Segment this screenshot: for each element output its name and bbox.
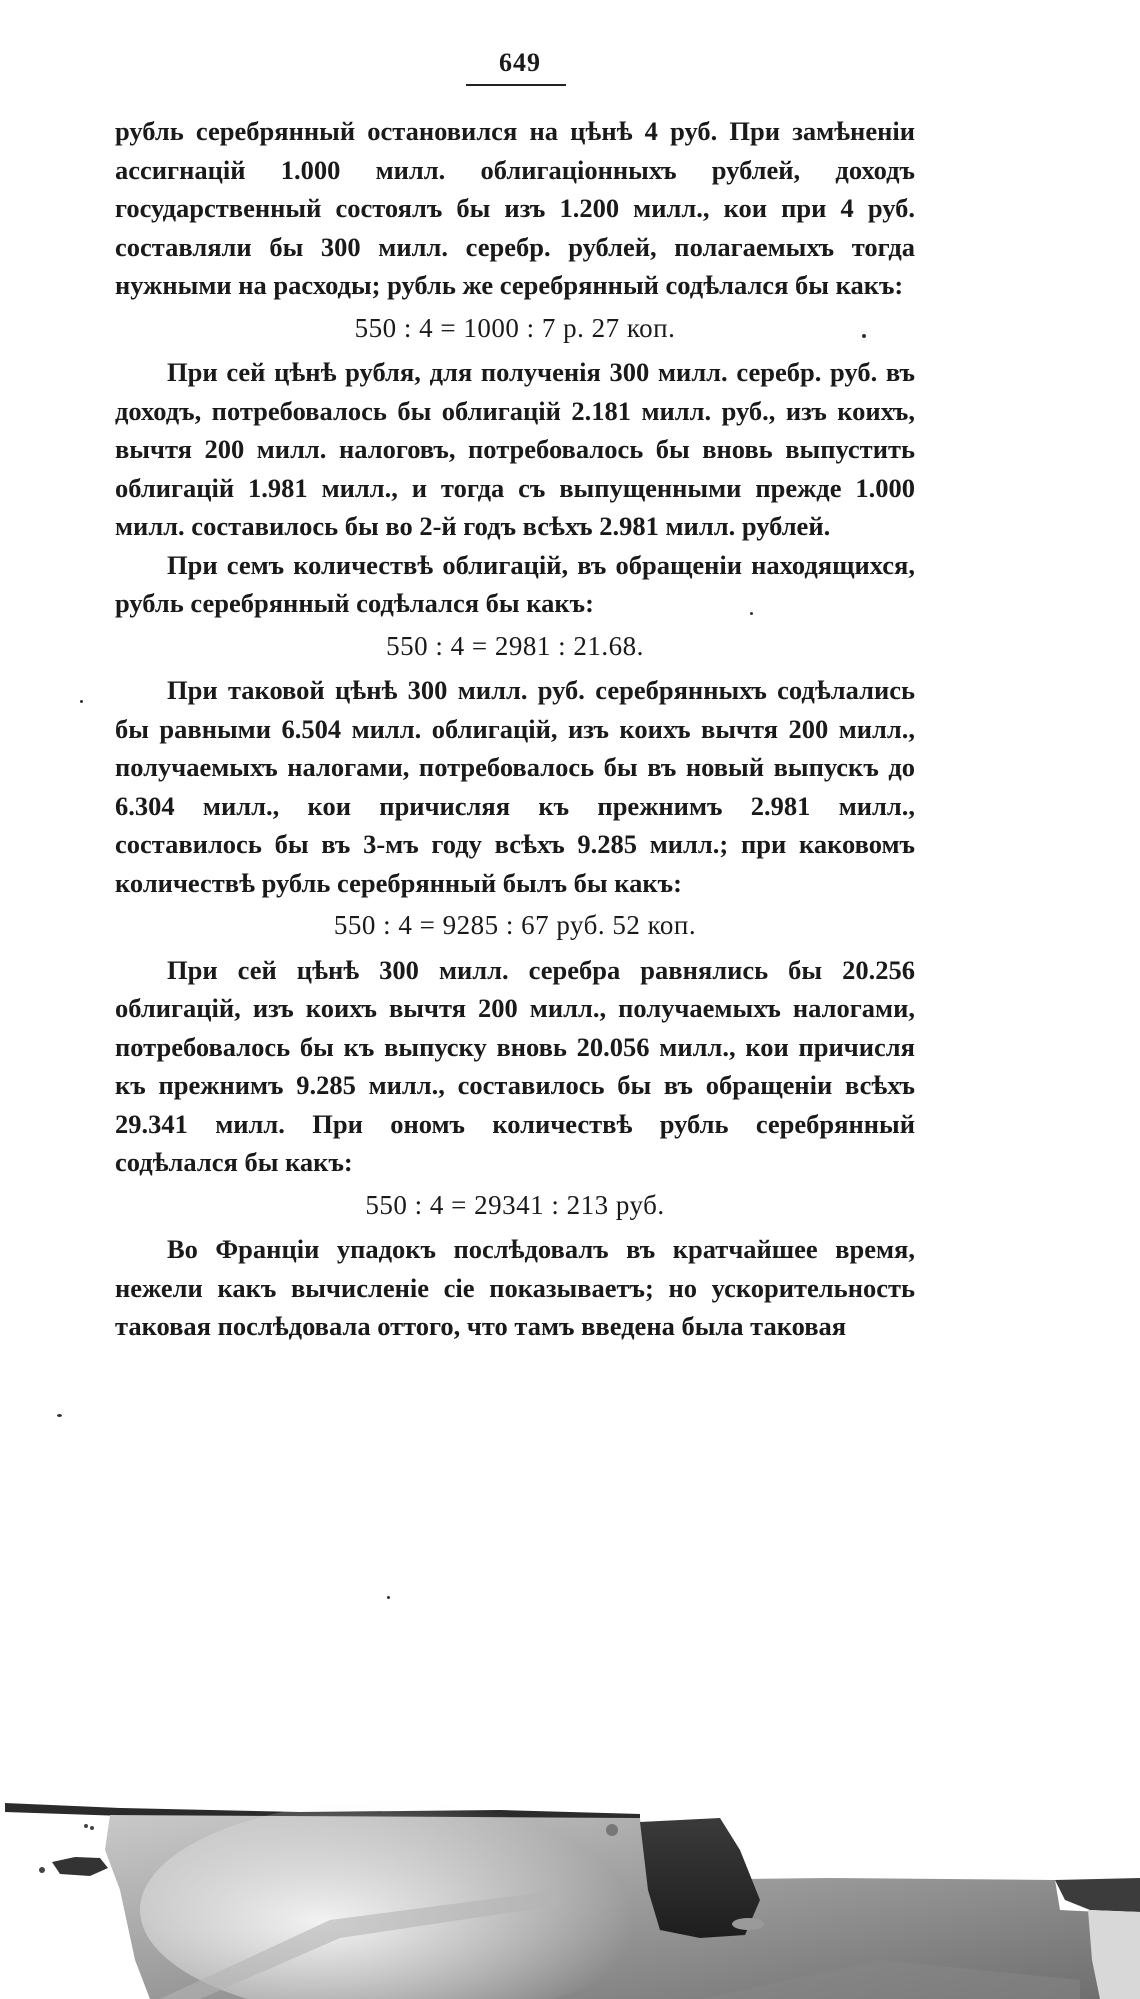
scan-speck <box>80 700 83 703</box>
formula-1: 550 : 4 = 1000 : 7 р. 27 коп. <box>354 312 676 343</box>
paragraph-6: Во Франціи упадокъ послѣдовалъ въ кратчайшее время, нежели какъ вычисленіе сіе показываетъ; но ускорительность таковая послѣдовала оттого, что тамъ введена была таковая <box>115 1234 915 1341</box>
page-number-rule <box>466 84 566 86</box>
formula-4: 550 : 4 = 29341 : 213 руб. <box>365 1189 665 1220</box>
paragraph-3: При семъ количествѣ облигацій, въ обращеніи находящихся, рубль серебрянный содѣлался бы какъ: <box>115 549 915 618</box>
scan-speck <box>750 612 753 615</box>
scan-speck <box>862 334 866 338</box>
page-number: 649 <box>499 48 541 77</box>
smudge-graphic <box>0 1560 1140 1999</box>
formula-2: 550 : 4 = 2981 : 21.68. <box>386 630 644 661</box>
formula-3: 550 : 4 = 9285 : 67 руб. 52 коп. <box>333 910 697 940</box>
scan-smudge <box>0 1560 1140 1999</box>
scan-speck <box>57 1414 62 1417</box>
paragraph-4: При таковой цѣнѣ 300 милл. руб. серебрянныхъ содѣлались бы равными 6.504 милл. облигацій, изъ коихъ вычтя 200 милл., получаемыхъ налогами, потребовалось бы въ новый выпускъ до 6.304 милл., кои причисляя къ прежнимъ 2.981 милл., составилось бы въ 3-мъ году всѣхъ 9.285 милл.; при каковомъ количествѣ рубль серебрянный былъ бы какъ: <box>115 675 915 898</box>
paragraph-2: При сей цѣнѣ рубля, для полученія 300 милл. серебр. руб. въ доходъ, потребовалось бы облигацій 2.181 милл. руб., изъ коихъ, вычтя 200 милл. налоговъ, потребовалось бы вновь выпустить облигацій 1.981 милл., и тогда съ выпущенными прежде 1.000 милл. составилось бы во 2-й годъ всѣхъ 2.981 милл. рублей. <box>115 357 915 541</box>
body-text <box>115 112 915 1346</box>
paragraph-1: рубль серебрянный остановился на цѣнѣ 4 руб. При замѣненіи ассигнацій 1.000 милл. облигаціонныхъ рублей, доходъ государственный состоялъ бы изъ 1.200 милл., кои при 4 руб. составляли бы 300 милл. серебр. рублей, полагаемыхъ тогда нужными на расходы; рубль же серебрянный содѣлался бы какъ: <box>115 116 915 300</box>
paragraph-5: При сей цѣнѣ 300 милл. серебра равнялись бы 20.256 облигацій, изъ коихъ вычтя 200 милл., получаемыхъ налогами, потребовалось бы къ выпуску вновь 20.056 милл., кои причисля къ прежнимъ 9.285 милл., составилось бы въ обращеніи всѣхъ 29.341 милл. При ономъ количествѣ рубль серебрянный содѣлался бы какъ: <box>115 954 915 1177</box>
